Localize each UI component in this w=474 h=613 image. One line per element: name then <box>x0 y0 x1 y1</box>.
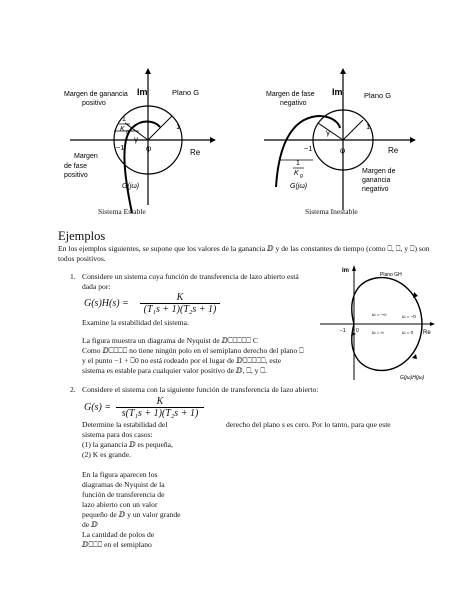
equation-denominator: (T₁s + 1)(T₂s + 1) <box>143 304 217 315</box>
plane-label: Plano G <box>172 88 200 97</box>
intro-glyph-2: ⎕, ⎕, y ⎕ <box>387 244 415 253</box>
left-col-line: ⅅ⎕⎕⎕ en el semiplano <box>82 540 152 549</box>
example2-right-text: derecho del plano s es cero. Por lo tanto, para que este <box>226 420 391 429</box>
example1-p2-line4: sistema es estable para cualquier valor positivo de ⅅ, ⎕, y ⎕. <box>82 366 267 375</box>
section-title: Ejemplos <box>58 229 106 243</box>
axis-im-label: Im <box>342 268 350 274</box>
example2-equation <box>84 396 244 420</box>
left-col-line: (2) K es grande. <box>82 450 131 459</box>
plane-label: Plano GH <box>380 272 402 278</box>
left-col-line: Determine la estabilidad del <box>82 420 168 429</box>
stable-caption: Sistema Estable <box>98 207 146 216</box>
gh-nyquist-figure <box>318 262 438 382</box>
curve-label: G(jω) <box>290 183 308 190</box>
axis-re-label: Re <box>423 330 431 336</box>
curve-label: G(jω) <box>122 183 140 190</box>
equation-numerator: K <box>176 292 184 303</box>
curve-label: G(jω)H(jω) <box>400 375 425 381</box>
gain-margin-label-3: negativo <box>362 186 389 193</box>
kg-denominator: K <box>120 126 125 133</box>
equation-numerator: K <box>156 396 164 407</box>
kg-subscript: g <box>300 173 303 179</box>
example1-equation <box>84 292 244 316</box>
w-minus-0-label: ω = −0 <box>402 314 416 319</box>
stable-nyquist-figure <box>60 65 220 215</box>
left-col-line: de ⅅ <box>82 520 98 529</box>
left-col-line: función de transferencia de <box>82 490 165 499</box>
left-col-line: lazo abierto con un valor <box>82 500 158 509</box>
example1-p2-line2: Como ⅅ⎕⎕⎕⎕ no tiene ningún polo en el semiplano derecho del plano ⎕ <box>82 346 304 355</box>
w-minus-inf-label: ω = −∞ <box>372 312 387 317</box>
gain-margin-label-1: Margen de <box>362 168 396 175</box>
phase-margin-label-1: Margen <box>74 153 98 160</box>
gamma-symbol: γ <box>134 135 138 144</box>
minus-one-label: −1 <box>340 328 346 334</box>
equation-denominator: s(T₁s + 1)(T₂s + 1) <box>121 408 199 419</box>
axis-im-label: Im <box>137 87 148 97</box>
phase-margin-label-1: Margen de fase <box>266 91 315 98</box>
example1-p2-line3: y el punto −1 + ⎕0 no está rodeado por el lugar de ⅅ⎕⎕⎕⎕⎕, este <box>82 356 282 365</box>
example1-line1: Considere un sistema cuya función de transferencia de lazo abierto está <box>82 272 299 281</box>
w-plus-0-label: ω = 0 <box>402 330 414 335</box>
gain-margin-label-2: positivo <box>82 100 106 107</box>
zero-label: 0 <box>356 328 359 334</box>
one-label: 1 <box>366 122 371 131</box>
equation-lhs: G(s) = <box>84 402 112 413</box>
unstable-caption: Sistema Inestable <box>305 207 358 216</box>
axis-im-label: Im <box>332 87 343 97</box>
left-col-line: La cantidad de polos de <box>82 530 155 539</box>
gain-margin-label-2: ganancia <box>362 177 391 184</box>
one-label: 1 <box>176 122 181 131</box>
equation-lhs: G(s)H(s) = <box>84 298 129 309</box>
intro-part-1: En los ejemplos siguientes, se supone que los valores de la ganancia <box>58 244 267 253</box>
example2-number: 2. <box>70 385 76 394</box>
phi-symbol: φ <box>340 146 346 155</box>
w-plus-inf-label: ω = ∞ <box>372 330 384 335</box>
minus-one-label: −1 <box>116 143 125 152</box>
kg-numerator: 1 <box>296 160 300 167</box>
kg-subscript: g <box>126 129 129 135</box>
gain-margin-label-1: Margen de ganancia <box>64 91 128 98</box>
axis-re-label: Re <box>190 148 201 157</box>
left-col-line <box>82 460 202 470</box>
example2-left-column <box>82 420 202 550</box>
left-col-line: pequeño de ⅅ y un valor grande <box>82 510 181 519</box>
left-col-line: diagramas de Nyquist de la <box>82 480 165 489</box>
unstable-nyquist-figure <box>260 65 420 215</box>
example1-number: 1. <box>70 272 76 281</box>
phase-margin-label-2: de fase <box>64 163 87 170</box>
phase-margin-label-2: negativo <box>280 100 307 107</box>
phi-symbol: φ <box>146 144 152 153</box>
example1-line2: dada por: <box>82 282 111 291</box>
example1-p2-line1: La figura muestra un diagrama de Nyquist de ⅅ⎕⎕⎕⎕⎕ C <box>82 336 258 345</box>
intro-glyph-1: ⅅ <box>267 244 274 253</box>
section-intro <box>58 244 438 264</box>
plane-label: Plano G <box>364 91 392 100</box>
kg-denominator: K <box>294 170 299 177</box>
left-col-line: sistema para dos casos: <box>82 430 153 439</box>
left-col-line: (1) la ganancia ⅅ es pequeña, <box>82 440 173 449</box>
left-col-line: En la figura aparecen los <box>82 470 158 479</box>
phase-margin-label-3: positivo <box>64 172 88 179</box>
minus-one-label: −1 <box>304 144 313 153</box>
example1-p1: Examine la estabilidad del sistema. <box>82 318 189 327</box>
axis-re-label: Re <box>388 146 399 155</box>
example2-line1: Considere el sistema con la siguiente función de transferencia de lazo abierto: <box>82 385 319 394</box>
intro-part-3: ) son todos positivos. <box>58 244 430 263</box>
intro-part-2: y de las constantes de tiempo (como <box>273 244 388 253</box>
gamma-symbol: γ <box>326 128 330 137</box>
kg-numerator: 1 <box>122 116 126 123</box>
